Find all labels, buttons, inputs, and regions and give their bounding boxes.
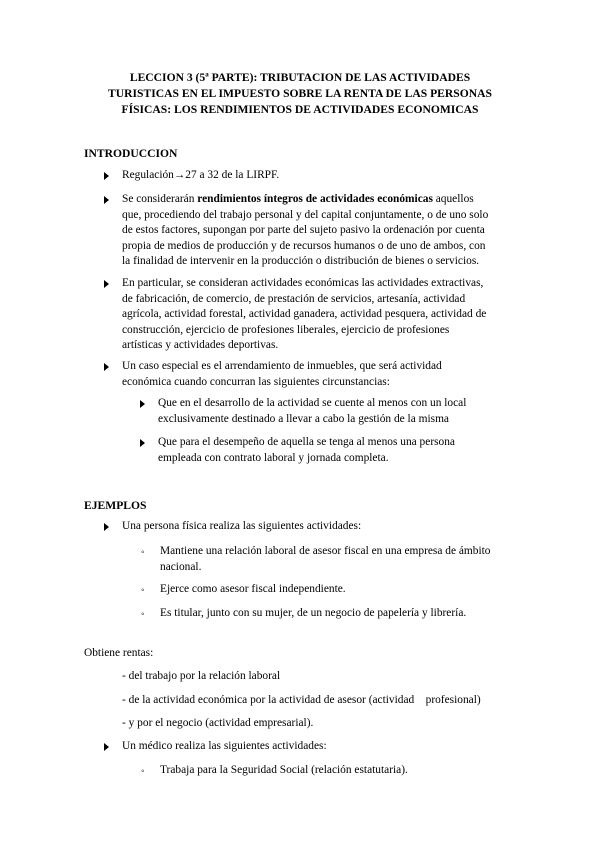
arrow-bullet-icon	[140, 400, 145, 408]
example-item-text: Una persona física realiza las siguientes actividades:	[122, 520, 362, 532]
document-title	[80, 70, 520, 118]
renta-line: - de la actividad económica por la actividad de asesor (actividad profesional)	[122, 694, 481, 706]
section-heading-introduccion: INTRODUCCION	[84, 147, 178, 160]
text-line: Que en el desarrollo de la actividad se cuente al menos con un local	[158, 397, 467, 409]
text-line: Mantiene una relación laboral de asesor fiscal en una empresa de ámbito	[160, 545, 491, 557]
text-line: la finalidad de intervenir en la producción o distribución de bienes o servicios.	[122, 255, 480, 268]
text-span: Se considerarán	[122, 193, 198, 205]
text-line: Que para el desempeño de aquella se tenga al menos una persona	[158, 436, 455, 448]
text-line: nacional.	[160, 560, 202, 573]
intro-item-text	[122, 276, 486, 354]
subitem-text	[158, 396, 466, 427]
intro-item-text: Regulación→27 a 32 de la LIRPF.	[122, 169, 280, 181]
text-line: artísticas y actividades deportivas.	[122, 339, 279, 352]
arrow-bullet-icon	[104, 523, 109, 531]
title-line: TURISTICAS EN EL IMPUESTO SOBRE LA RENTA DE LAS PERSONAS	[108, 87, 492, 100]
text-line: económica cuando concurran las siguientes circunstancias:	[122, 375, 390, 388]
arrow-bullet-icon	[104, 280, 109, 288]
circle-bullet-icon: ◦	[141, 766, 145, 777]
section-heading-ejemplos: EJEMPLOS	[84, 499, 147, 512]
text-line: exclusivamente destinado a llevar a cabo la gestión de la misma	[158, 412, 449, 425]
text-line: que, procediendo del trabajo personal y del capital conjuntamente, o de uno solo	[122, 208, 489, 221]
bullet-text: Trabaja para la Seguridad Social (relación estatutaria).	[160, 764, 408, 776]
text-line: En particular, se consideran actividades económicas las actividades extractivas,	[122, 277, 484, 289]
arrow-bullet-icon	[104, 743, 109, 751]
arrow-bullet-icon	[104, 196, 109, 204]
text-span: aquellos	[432, 193, 474, 205]
text-line: agrícola, actividad forestal, actividad ganadera, actividad pesquera, actividad de	[122, 308, 487, 321]
arrow-bullet-icon	[104, 172, 109, 180]
renta-line: - del trabajo por la relación laboral	[122, 670, 281, 682]
text-line: construcción, ejercicio de profesiones liberales, ejercicio de profesiones	[122, 323, 450, 336]
text-line: de fabricación, de comercio, de prestación de servicios, artesanía, actividad	[122, 292, 466, 305]
circle-bullet-icon: ◦	[141, 609, 145, 620]
text-line: Un caso especial es el arrendamiento de inmuebles, que será actividad	[122, 360, 442, 372]
title-line: FÍSICAS: LOS RENDIMIENTOS DE ACTIVIDADES ECONOMICAS	[121, 103, 479, 116]
text-line: empleada con contrato laboral y jornada completa.	[158, 451, 389, 464]
renta-line: - y por el negocio (actividad empresarial).	[122, 717, 314, 729]
intro-item-text	[122, 192, 488, 270]
text-line: propia de medios de producción y de recursos humanos o de uno de ambos, con	[122, 239, 486, 252]
bullet-text: Ejerce como asesor fiscal independiente.	[160, 583, 346, 595]
circle-bullet-icon: ◦	[141, 585, 145, 596]
arrow-bullet-icon	[104, 363, 109, 371]
example-item-text: Un médico realiza las siguientes actividades:	[122, 740, 327, 752]
bullet-text: Es titular, junto con su mujer, de un negocio de papelería y librería.	[160, 607, 467, 619]
arrow-bullet-icon	[140, 439, 145, 447]
subitem-text	[158, 435, 455, 466]
title-line: LECCION 3 (5ª PARTE): TRIBUTACION DE LAS ACTIVIDADES	[129, 71, 471, 84]
text-line: de estos factores, supongan por parte del sujeto pasivo la ordenación por cuenta	[122, 224, 485, 237]
intro-item-text	[122, 359, 442, 390]
circle-bullet-icon: ◦	[141, 547, 145, 558]
obtiene-rentas-label: Obtiene rentas:	[84, 647, 154, 659]
bold-term: rendimientos íntegros de actividades económicas	[197, 193, 433, 205]
bullet-text	[160, 544, 491, 575]
